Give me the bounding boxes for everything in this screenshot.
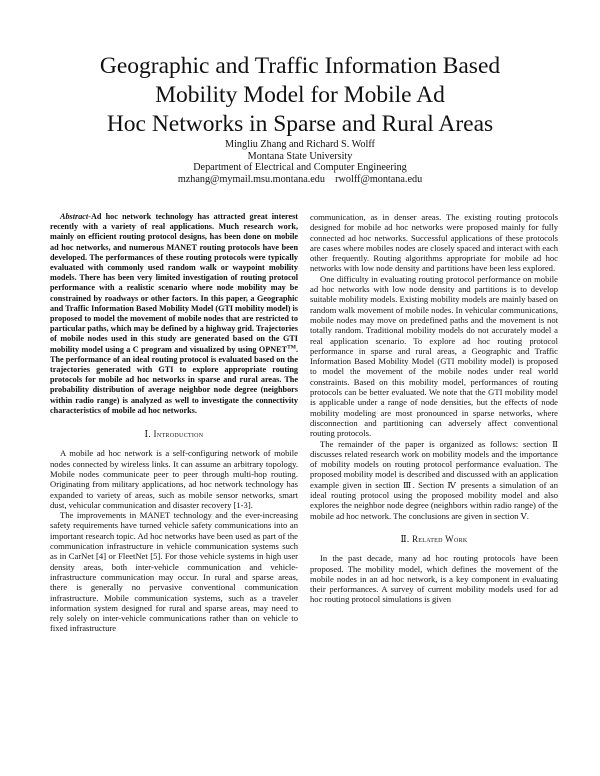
- abstract: [50, 212, 298, 416]
- trademark-mark: TM: [287, 343, 296, 350]
- title-line-2: Mobility Model for Mobile Ad: [155, 82, 445, 108]
- author-block: [100, 139, 500, 185]
- abstract-text: Ad hoc network technology has attracted great interest recently with a variety of real applications. Much research work, mainly on efficient routing protocol designs, has been done on mobile ad hoc networks, and numerous MANET routing protocols have been developed. The performances of these routing protocols were typically evaluated with commonly used random walk or waypoint mobility models. There has been very limited investigation of routing protocol performance with a realistic scenario where node mobility may be constrained by roadways or other factors. In this paper, a Geographic and Traffic Information Based Mobility Model (GTI mobility model) is proposed to model the movement of mobile nodes that are restricted to particular paths, which may be defined by a highway grid. Trajectories of mobile nodes used in this study are generated based on the GTI mobility model using a C program and visualized by using OPNET: [50, 212, 298, 354]
- title-line-3: Hoc Networks in Sparse and Rural Areas: [106, 111, 494, 137]
- left-column: [50, 212, 298, 634]
- intro-paragraph-2: The improvements in MANET technology and the ever-increasing safety requirements have turned vehicle safety communications into an important research topic. Ad hoc networks have been used as part of the communication infrastructure in vehicle communication systems such as in CarNet [4] or FleetNet [5]. For those vehicle systems in high user density areas, both inter-vehicle communication and vehicle-infrastructure communication may occur. In rural and sparse areas, there is generally no pervasive conventional communication infrastructure. Mobile communication systems, such as a traveler information system designed for rural and sparse areas, may need to rely solely on inter-vehicle communications rather than on vehicle to fixed infrastructure: [50, 510, 298, 634]
- section-numeral: Ⅰ.: [144, 429, 151, 440]
- abstract-text-continued: . The performance of an ideal routing protocol is evaluated based on the trajectories generated with GTI to explore appropriate routing protocols for mobile ad hoc networks in sparse and rural areas. The probability distribution of average neighbor node degree (neighbors within radio range) is analyzed as well to investigate the connectivity characteristics of mobile ad hoc networks.: [50, 344, 298, 415]
- intro-paragraph-1: A mobile ad hoc network is a self-configuring network of mobile nodes connected by wireless links. It can assume an arbitrary topology. Mobile nodes communicate peer to peer through multi-hop routing. Originating from military applications, ad hoc network technology has expanded to variety of areas, such as mobile sensor networks, smart dust, vehicular communication and disaster recovery [1-3].: [50, 448, 298, 510]
- body-paragraph-mobility: One difficulty in evaluating routing protocol performance on mobile ad hoc networks with low node density and partitions is to develop suitable mobility models. Existing mobility models are mainly based on random walk movement of mobile nodes. In vehicular communications, mobile nodes may move on predefined paths and the movement is not totally random. Traditional mobility models do not accurately model a real application scenario. To explore ad hoc routing protocol performance in sparse and rural areas, a Geographic and Traffic Information Based Mobility Model (GTI mobility model) is proposed to model the movement of the mobile nodes under real world constraints. Based on this mobility model, performances of routing protocols can be better evaluated. We note that the GTI mobility model is applicable under a range of node densities, but the effects of node mobility modeling are most pronounced in sparse networks, where disconnection and partitioning can adversely affect conventional routing protocols.: [310, 273, 558, 439]
- section-title: Related Work: [412, 533, 468, 544]
- author-university: Montana State University: [247, 150, 353, 162]
- author-department: Department of Electrical and Computer Engineering: [193, 162, 407, 174]
- author-names: Mingliu Zhang and Richard S. Wolff: [225, 139, 375, 150]
- author-emails: mzhang@mymail.msu.montana.edu rwolff@montana.edu: [177, 173, 423, 185]
- paper-title: [60, 52, 540, 139]
- section-title: Introduction: [153, 429, 204, 440]
- right-column: [310, 212, 558, 605]
- body-paragraph-organization: The remainder of the paper is organized as follows: section Ⅱ discusses related research work on mobility models and the importance of mobility models on routing protocol performance evaluation. The proposed mobility model is described and discussed with an application example given in section Ⅲ. Section Ⅳ presents a simulation of an ideal routing protocol using the proposed mobility model and also explores the neighbor node degree (neighbors within radio range) of the mobile ad hoc network. The conclusions are given in section Ⅴ.: [310, 438, 558, 521]
- section-heading-related-work: [310, 534, 558, 544]
- title-line-1: Geographic and Traffic Information Based: [99, 53, 501, 79]
- section-numeral: Ⅱ.: [400, 533, 410, 544]
- section-heading-introduction: [50, 429, 298, 439]
- abstract-label: Abstract-: [60, 212, 91, 221]
- related-work-paragraph: In the past decade, many ad hoc routing protocols have been proposed. The mobility model, which defines the movement of the mobile nodes in an ad hoc network, is a key component in evaluating their performances. A survey of current mobility models used for ad hoc routing protocol simulations is given: [310, 553, 558, 605]
- body-paragraph-continued: communication, as in denser areas. The existing routing protocols designed for mobile ad hoc networks were proposed mainly for fully connected ad hoc networks. Successful applications of these protocols are cases where mobiles nodes are closely spaced and interact with each other frequently. Routing algorithms appropriate for mobile ad hoc networks with low node density and partitions have been less explored.: [310, 212, 558, 274]
